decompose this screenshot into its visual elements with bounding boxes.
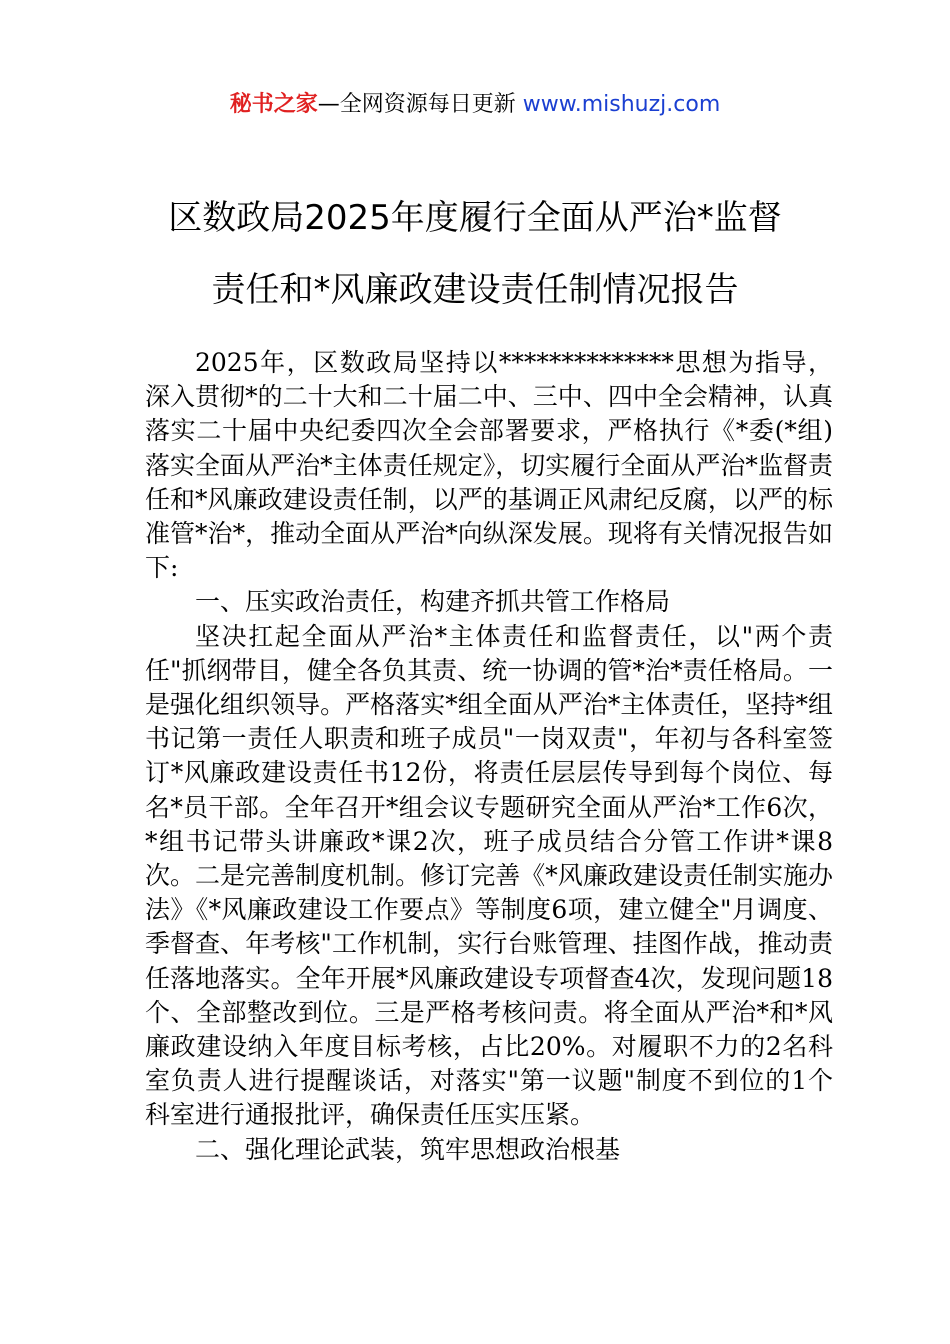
header-url[interactable]: www.mishuzj.com	[522, 92, 721, 117]
title-line-2: 责任和*风廉政建设责任制情况报告	[211, 270, 739, 310]
title-line-1: 区数政局2025年度履行全面从严治*监督	[168, 198, 782, 238]
paragraph-section-1: 坚决扛起全面从严治*主体责任和监督责任，以"两个责任"抓纲带目，健全各负其责、统一协调的管*治*责任格局。一是强化组织领导。严格落实*组全面从严治*主体责任，坚持*组书记第一责任人职责和班子成员"一岗双责"，年初与各科室签订*风廉政建设责任书12份，将责任层层传导到每个岗位、每名*员干部。全年召开*组会议专题研究全面从严治*工作6次，*组书记带头讲廉政*课2次，班子成员结合分管工作讲*课8次。二是完善制度机制。修订完善《*风廉政建设责任制实施办法》《*风廉政建设工作要点》等制度6项，建立健全"月调度、季督查、年考核"工作机制，实行台账管理、挂图作战，推动责任落地落实。全年开展*风廉政建设专项督查4次，发现问题18个、全部整改到位。三是严格考核问责。将全面从严治*和*风廉政建设纳入年度目标考核，占比20%。对履职不力的2名科室负责人进行提醒谈话，对落实"第一议题"制度不到位的1个科室进行通报批评，确保责任压实压紧。	[145, 621, 833, 1130]
document-title	[60, 182, 890, 326]
header-brand: 秘书之家	[229, 92, 318, 117]
site-header	[0, 90, 950, 120]
section-heading-2: 二、强化理论武装，筑牢思想政治根基	[195, 1134, 621, 1164]
paragraph-intro: 2025年，区数政局坚持以**************思想为指导，深入贯彻*的二十大和二十届二中、三中、四中全会精神，认真落实二十届中央纪委四次全会部署要求，严格执行《*委(*组)落实全面从严治*主体责任规定》，切实履行全面从严治*监督责任和*风廉政建设责任制，以严的基调正风肃纪反腐，以严的标准管*治*，推动全面从严治*向纵深发展。现将有关情况报告如下:	[145, 348, 833, 583]
section-heading-1: 一、压实政治责任，构建齐抓共管工作格局	[195, 587, 671, 617]
header-slogan: —全网资源每日更新	[317, 92, 523, 117]
document-body	[145, 346, 833, 1167]
